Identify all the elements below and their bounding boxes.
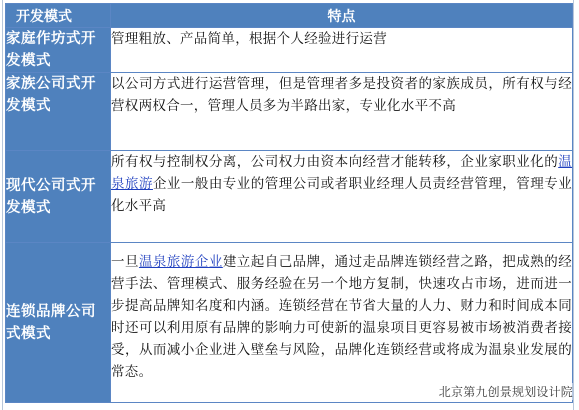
model-description: 管理粗放、产品简单，根据个人经验进行运营 (111, 28, 573, 73)
header-characteristics: 特点 (111, 4, 573, 28)
table-row (6, 151, 573, 243)
watermark: 北京第九创景规划设计院 (438, 385, 573, 399)
development-model-table (5, 3, 573, 403)
model-name: 家庭作坊式开发模式 (6, 28, 111, 73)
model-name: 家族公司式开发模式 (6, 73, 111, 151)
model-description (111, 243, 573, 403)
model-name: 连锁品牌公司式模式 (6, 243, 111, 403)
model-name: 现代公司式开发模式 (6, 151, 111, 243)
description-text: 建立起自己品牌，通过走品牌连锁经营之路，把成熟的经营手法、管理模式、服务经验在另一个地方复制，快速攻占市场，进而进一步提高品牌知名度和内涵。连锁经营在节省大量的人力、财力和时间成本同时还可以利用原有品牌的影响力可使新的温泉项目更容易被市场被消费者接受，从而减小企业进入壁垒与风险，品牌化连锁经营或将成为温泉业发展的常态。 (111, 254, 572, 380)
header-development-model: 开发模式 (6, 4, 111, 28)
model-description (111, 151, 573, 243)
table-row (6, 243, 573, 403)
table-header-row (6, 4, 573, 28)
hot-spring-tourism-link[interactable]: 温泉旅游 (111, 154, 572, 192)
description-text: 所有权与控制权分离，公司权力由资本向经营才能转移，企业家职业化的 (111, 154, 559, 170)
description-text: 一旦 (111, 254, 139, 270)
model-description: 以公司方式进行运营管理，但是管理者多是投资者的家族成员，所有权与经营权两权合一，管理人员多为半路出家，专业化水平不高 (111, 73, 573, 151)
hot-spring-enterprise-link[interactable]: 温泉旅游企业 (138, 254, 223, 270)
table-row (6, 28, 573, 73)
table-row (6, 73, 573, 151)
description-text: 企业一般由专业的管理公司或者职业经理人员责经营管理，管理专业化水平高 (111, 176, 573, 214)
